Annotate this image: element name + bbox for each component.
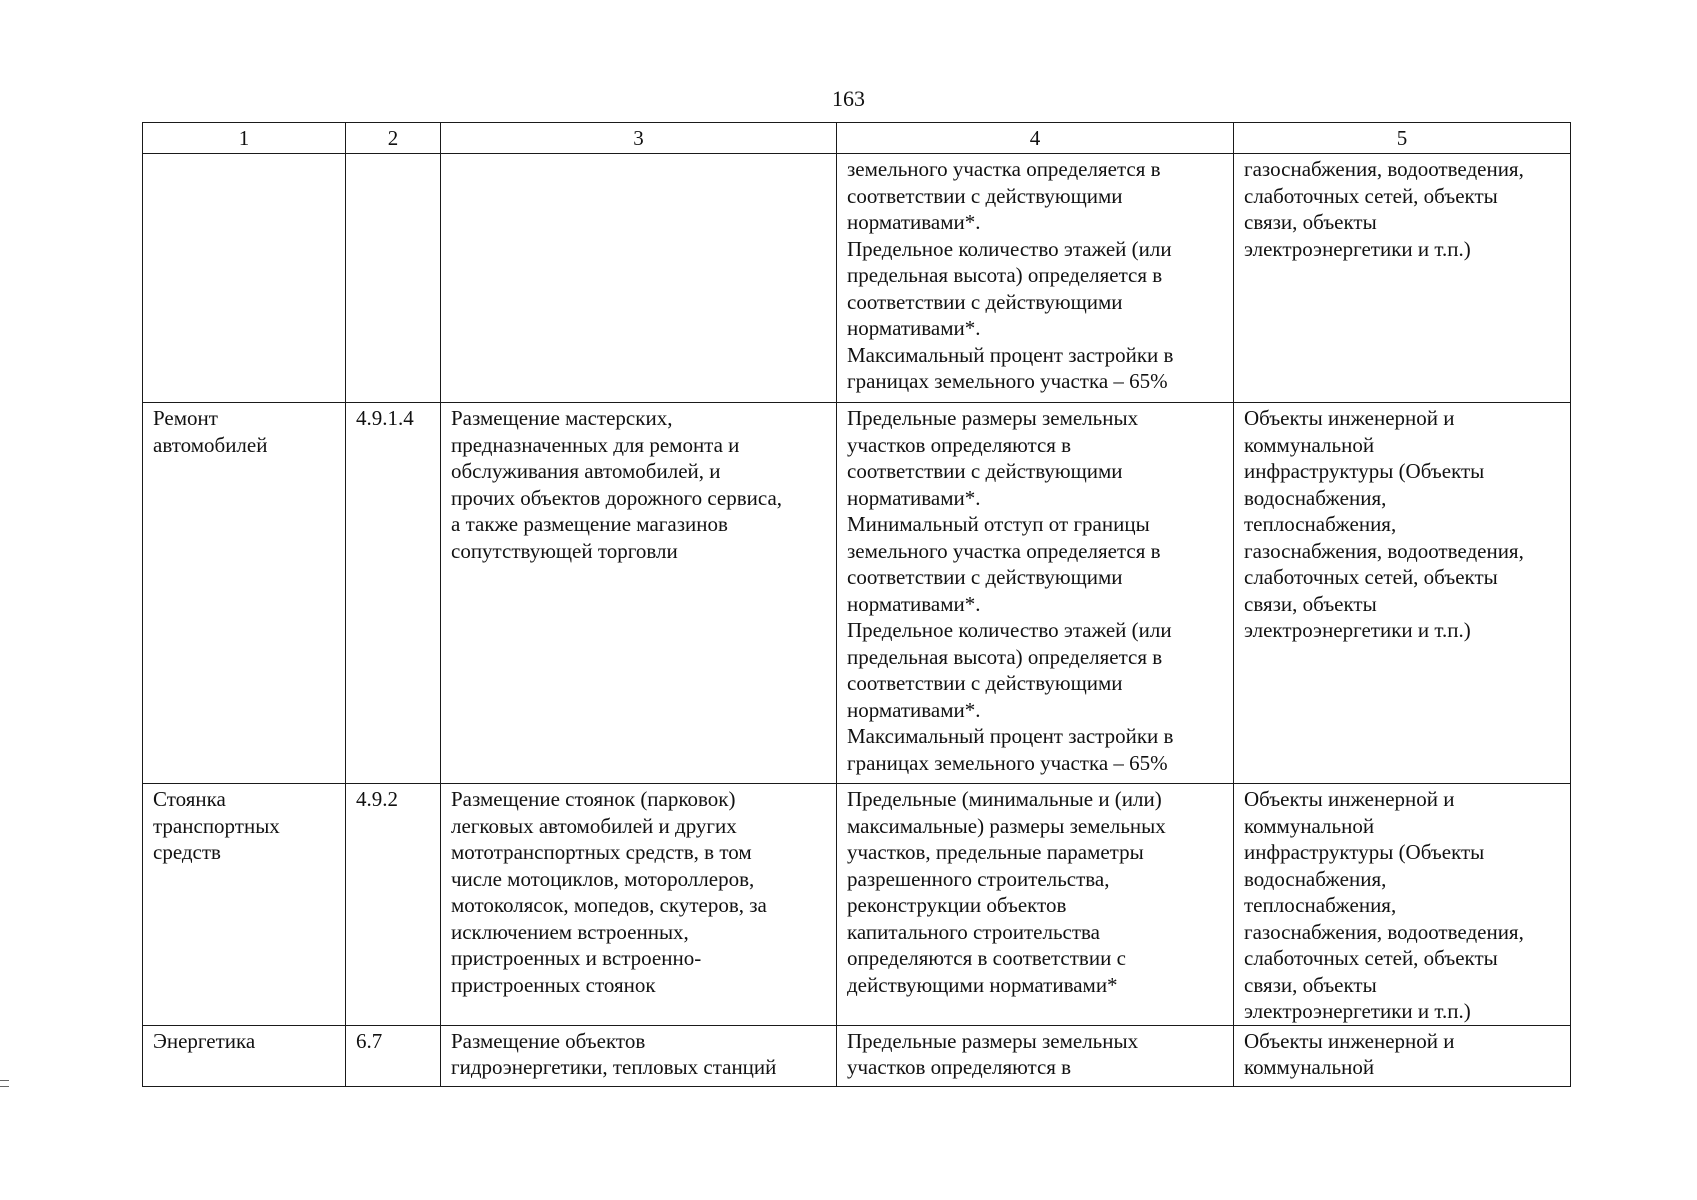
use-description-cell: Размещение объектов гидроэнергетики, тепловых станций <box>441 1025 837 1086</box>
margin-mark <box>0 1080 9 1081</box>
table-row-energy <box>143 1025 1571 1086</box>
column-header-5: 5 <box>1234 123 1571 154</box>
auxiliary-uses-cell: Объекты инженерной и коммунальной <box>1234 1025 1571 1086</box>
land-use-table <box>142 122 1571 1087</box>
use-name-cell <box>143 154 346 403</box>
use-code-cell: 4.9.1.4 <box>346 403 441 784</box>
use-name-cell: Энергетика <box>143 1025 346 1086</box>
use-name-cell: Стоянка транспортных средств <box>143 784 346 1026</box>
use-name-cell: Ремонт автомобилей <box>143 403 346 784</box>
column-header-3: 3 <box>441 123 837 154</box>
table-row-continuation <box>143 154 1571 403</box>
page-number: 163 <box>832 86 865 111</box>
use-code-cell <box>346 154 441 403</box>
auxiliary-uses-cell: Объекты инженерной и коммунальной инфраструктуры (Объекты водоснабжения, теплоснабжения, газоснабжения, водоотведения, слаботочных сетей, объекты связи, объекты электроэнергетики и т.п.) <box>1234 784 1571 1026</box>
table-row-car-repair <box>143 403 1571 784</box>
use-code-cell: 4.9.2 <box>346 784 441 1026</box>
parameters-cell: Предельные размеры земельных участков определяются в соответствии с действующими нормативами*. Минимальный отступ от границы земельного участка определяется в соответствии с действующими нормативами*. Предельное количество этажей (или предельная высота) определяется в соответствии с действующими нормативами*. Максимальный процент застройки в границах земельного участка – 65% <box>837 403 1234 784</box>
auxiliary-uses-cell: газоснабжения, водоотведения, слаботочных сетей, объекты связи, объекты электроэнергетики и т.п.) <box>1234 154 1571 403</box>
column-header-2: 2 <box>346 123 441 154</box>
parameters-cell: Предельные (минимальные и (или) максимальные) размеры земельных участков, предельные параметры разрешенного строительства, реконструкции объектов капитального строительства определяются в соответствии с действующими нормативами* <box>837 784 1234 1026</box>
parameters-cell: земельного участка определяется в соответствии с действующими нормативами*. Предельное количество этажей (или предельная высота) определяется в соответствии с действующими нормативами*. Максимальный процент застройки в границах земельного участка – 65% <box>837 154 1234 403</box>
parameters-cell: Предельные размеры земельных участков определяются в <box>837 1025 1234 1086</box>
use-description-cell: Размещение мастерских, предназначенных для ремонта и обслуживания автомобилей, и прочих объектов дорожного сервиса, а также размещение магазинов сопутствующей торговли <box>441 403 837 784</box>
margin-mark <box>0 1086 9 1087</box>
column-header-1: 1 <box>143 123 346 154</box>
column-header-4: 4 <box>837 123 1234 154</box>
table-header-row <box>143 123 1571 154</box>
use-code-cell: 6.7 <box>346 1025 441 1086</box>
use-description-cell <box>441 154 837 403</box>
auxiliary-uses-cell: Объекты инженерной и коммунальной инфраструктуры (Объекты водоснабжения, теплоснабжения, газоснабжения, водоотведения, слаботочных сетей, объекты связи, объекты электроэнергетики и т.п.) <box>1234 403 1571 784</box>
table-row-vehicle-parking <box>143 784 1571 1026</box>
use-description-cell: Размещение стоянок (парковок) легковых автомобилей и других мототранспортных средств, в том числе мотоциклов, мотороллеров, мотоколясок, мопедов, скутеров, за исключением встроенных, пристроенных и встроенно- пристроенных стоянок <box>441 784 837 1026</box>
